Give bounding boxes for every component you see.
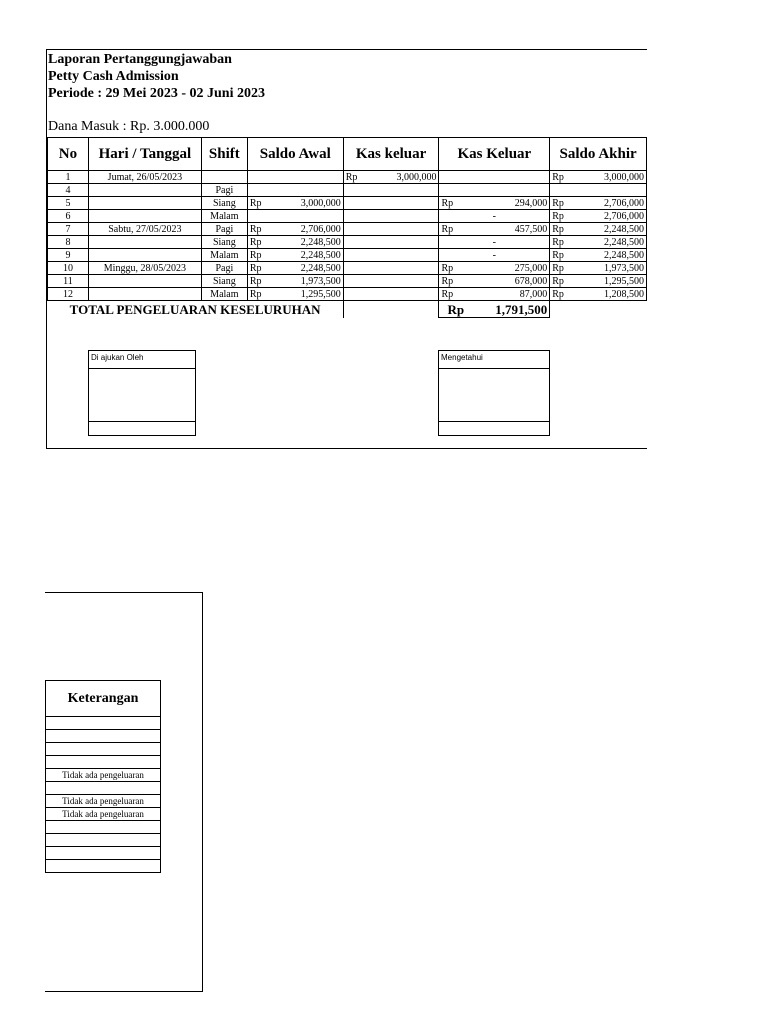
- keterangan-row: [46, 847, 161, 860]
- total-empty: [343, 301, 439, 318]
- row-saldo-awal-value: 3,000,000: [300, 197, 341, 209]
- row-no: 10: [48, 262, 89, 275]
- row-shift: Pagi: [201, 184, 247, 197]
- keterangan-row: [46, 769, 161, 782]
- row-saldo-awal-currency: Rp: [249, 288, 262, 300]
- report-subtitle: Petty Cash Admission: [48, 69, 179, 84]
- row-kas-in: [343, 236, 439, 249]
- keterangan-cell: [46, 821, 161, 834]
- row-saldo-akhir-value: 2,248,500: [604, 236, 644, 248]
- table-row: [48, 171, 647, 184]
- row-saldo-awal: [247, 236, 343, 249]
- table-row: [48, 249, 647, 262]
- row-date: Minggu, 28/05/2023: [88, 262, 201, 275]
- keterangan-row: [46, 717, 161, 730]
- row-saldo-akhir: [550, 171, 647, 184]
- row-kas-out-value: -: [492, 249, 496, 261]
- keterangan-row: [46, 756, 161, 769]
- row-saldo-awal: [247, 262, 343, 275]
- row-kas-out: [439, 223, 550, 236]
- acknowledged-by-signature-area[interactable]: [439, 369, 549, 422]
- row-saldo-akhir: [550, 249, 647, 262]
- col-header-saldo-akhir: Saldo Akhir: [550, 138, 647, 171]
- row-saldo-akhir-currency: Rp: [552, 171, 564, 183]
- row-kas-in: [343, 275, 439, 288]
- keterangan-row: [46, 730, 161, 743]
- col-header-kas-keluar-out: Kas Keluar: [439, 138, 550, 171]
- table-row: [48, 262, 647, 275]
- table-row: [48, 223, 647, 236]
- row-no: 1: [48, 171, 89, 184]
- keterangan-header: Keterangan: [46, 681, 161, 717]
- col-header-no: No: [48, 138, 89, 171]
- keterangan-cell: [46, 717, 161, 730]
- row-saldo-awal-currency: Rp: [249, 249, 262, 261]
- row-kas-out: [439, 288, 550, 301]
- row-saldo-akhir-currency: Rp: [552, 236, 564, 248]
- keterangan-cell: [46, 860, 161, 873]
- row-saldo-akhir-value: 2,706,000: [604, 197, 644, 209]
- row-saldo-awal-value: 2,706,000: [300, 223, 341, 235]
- row-kas-out: [439, 249, 550, 262]
- row-saldo-akhir-value: 3,000,000: [604, 171, 644, 183]
- row-kas-in-value: 3,000,000: [396, 171, 437, 183]
- row-shift: Malam: [201, 210, 247, 223]
- row-kas-out-currency: Rp: [441, 275, 454, 287]
- row-saldo-awal-currency: Rp: [249, 236, 262, 248]
- row-saldo-awal-value: 2,248,500: [300, 249, 341, 261]
- row-saldo-akhir-value: 1,208,500: [604, 288, 644, 300]
- table-row: [48, 236, 647, 249]
- row-kas-out-currency: Rp: [441, 197, 454, 209]
- keterangan-cell: Tidak ada pengeluaran: [46, 795, 161, 808]
- petty-cash-table: [47, 137, 647, 318]
- row-saldo-akhir-currency: Rp: [552, 249, 564, 261]
- row-saldo-awal: [247, 275, 343, 288]
- table-row: [48, 184, 647, 197]
- row-saldo-akhir-value: 2,706,000: [604, 210, 644, 222]
- row-kas-in: [343, 249, 439, 262]
- row-saldo-akhir: [550, 210, 647, 223]
- row-kas-out: [439, 171, 550, 184]
- table-row: [48, 275, 647, 288]
- table-row: [48, 210, 647, 223]
- keterangan-cell: [46, 730, 161, 743]
- row-date: [88, 197, 201, 210]
- report-page: [46, 49, 647, 449]
- row-no: 7: [48, 223, 89, 236]
- row-saldo-akhir: [550, 288, 647, 301]
- row-kas-out-currency: Rp: [441, 262, 454, 274]
- row-date: [88, 288, 201, 301]
- keterangan-row: [46, 782, 161, 795]
- col-header-kas-keluar-in: Kas keluar: [343, 138, 439, 171]
- keterangan-cell: [46, 782, 161, 795]
- report-title: Laporan Pertanggungjawaban: [48, 52, 232, 67]
- row-saldo-akhir-currency: Rp: [552, 288, 564, 300]
- table-header-row: [48, 138, 647, 171]
- row-date: Jumat, 26/05/2023: [88, 171, 201, 184]
- row-shift: Malam: [201, 249, 247, 262]
- row-no: 6: [48, 210, 89, 223]
- row-kas-out-value: -: [492, 210, 496, 222]
- total-currency: Rp: [447, 301, 465, 317]
- row-kas-in: [343, 210, 439, 223]
- row-saldo-akhir: [550, 236, 647, 249]
- row-saldo-awal: [247, 197, 343, 210]
- row-no: 5: [48, 197, 89, 210]
- row-saldo-akhir-currency: Rp: [552, 210, 564, 222]
- keterangan-cell: Tidak ada pengeluaran: [46, 769, 161, 782]
- keterangan-row: [46, 808, 161, 821]
- row-date: [88, 210, 201, 223]
- row-saldo-akhir-currency: Rp: [552, 275, 564, 287]
- row-kas-out: [439, 184, 550, 197]
- row-shift: Siang: [201, 236, 247, 249]
- row-saldo-awal-value: 1,295,500: [300, 288, 341, 300]
- row-saldo-akhir: [550, 223, 647, 236]
- row-saldo-akhir-currency: Rp: [552, 262, 564, 274]
- total-value: [439, 301, 550, 318]
- row-kas-in-currency: Rp: [345, 171, 358, 183]
- row-date: [88, 275, 201, 288]
- acknowledged-by-box: [438, 350, 550, 436]
- row-saldo-akhir-currency: Rp: [552, 223, 564, 235]
- proposed-by-signature-area[interactable]: [89, 369, 195, 422]
- row-date: [88, 249, 201, 262]
- row-kas-out-value: -: [492, 236, 496, 248]
- col-header-date: Hari / Tanggal: [88, 138, 201, 171]
- row-shift: Siang: [201, 275, 247, 288]
- acknowledged-by-label: Mengetahui: [439, 351, 549, 369]
- row-no: 4: [48, 184, 89, 197]
- row-kas-in: [343, 262, 439, 275]
- col-header-saldo-awal: Saldo Awal: [247, 138, 343, 171]
- keterangan-table: [45, 680, 161, 873]
- proposed-by-box: [88, 350, 196, 436]
- row-saldo-akhir-currency: Rp: [552, 197, 564, 209]
- table-row: [48, 288, 647, 301]
- row-shift: Pagi: [201, 223, 247, 236]
- keterangan-row: [46, 821, 161, 834]
- row-kas-out: [439, 275, 550, 288]
- row-no: 9: [48, 249, 89, 262]
- row-shift: Malam: [201, 288, 247, 301]
- row-saldo-akhir-value: 2,248,500: [604, 223, 644, 235]
- row-kas-out-value: 678,000: [514, 275, 548, 287]
- row-kas-out: [439, 236, 550, 249]
- row-kas-out-value: 457,500: [514, 223, 548, 235]
- row-date: [88, 236, 201, 249]
- row-saldo-awal: [247, 223, 343, 236]
- col-header-shift: Shift: [201, 138, 247, 171]
- row-shift: Pagi: [201, 262, 247, 275]
- row-kas-in: [343, 288, 439, 301]
- row-date: [88, 184, 201, 197]
- proposed-by-label: Di ajukan Oleh: [89, 351, 195, 369]
- row-saldo-awal-currency: Rp: [249, 197, 262, 209]
- row-kas-in: [343, 197, 439, 210]
- row-kas-out: [439, 210, 550, 223]
- row-kas-out-currency: Rp: [441, 288, 454, 300]
- row-no: 11: [48, 275, 89, 288]
- keterangan-row: [46, 743, 161, 756]
- keterangan-cell: [46, 743, 161, 756]
- row-kas-out-currency: Rp: [441, 223, 454, 235]
- total-amount: 1,791,500: [495, 301, 548, 317]
- row-saldo-akhir-value: 1,973,500: [604, 262, 644, 274]
- keterangan-row: [46, 795, 161, 808]
- row-saldo-awal-currency: Rp: [249, 262, 262, 274]
- keterangan-cell: [46, 756, 161, 769]
- keterangan-page: [45, 592, 203, 992]
- row-saldo-akhir-value: 2,248,500: [604, 249, 644, 261]
- row-saldo-awal-value: 2,248,500: [300, 262, 341, 274]
- report-period: Periode : 29 Mei 2023 - 02 Juni 2023: [48, 86, 265, 101]
- row-saldo-awal-value: 1,973,500: [300, 275, 341, 287]
- keterangan-cell: [46, 847, 161, 860]
- row-saldo-akhir-value: 1,295,500: [604, 275, 644, 287]
- row-kas-in: [343, 171, 439, 184]
- row-saldo-awal: [247, 288, 343, 301]
- keterangan-row: [46, 860, 161, 873]
- keterangan-cell: Tidak ada pengeluaran: [46, 808, 161, 821]
- row-saldo-awal: [247, 210, 343, 223]
- fund-in: Dana Masuk : Rp. 3.000.000: [48, 119, 210, 134]
- row-saldo-awal-currency: Rp: [249, 275, 262, 287]
- row-shift: [201, 171, 247, 184]
- row-no: 8: [48, 236, 89, 249]
- row-shift: Siang: [201, 197, 247, 210]
- row-kas-in: [343, 184, 439, 197]
- row-kas-out: [439, 262, 550, 275]
- table-row: [48, 197, 647, 210]
- row-date: Sabtu, 27/05/2023: [88, 223, 201, 236]
- row-saldo-akhir: [550, 275, 647, 288]
- row-saldo-awal: [247, 249, 343, 262]
- row-kas-out-value: 87,000: [519, 288, 548, 300]
- keterangan-cell: [46, 834, 161, 847]
- row-kas-out-value: 275,000: [514, 262, 548, 274]
- row-kas-out: [439, 197, 550, 210]
- row-saldo-akhir: [550, 262, 647, 275]
- row-saldo-awal: [247, 184, 343, 197]
- keterangan-row: [46, 834, 161, 847]
- total-row: [48, 301, 647, 318]
- row-saldo-akhir: [550, 184, 647, 197]
- row-saldo-awal-value: 2,248,500: [300, 236, 341, 248]
- row-kas-out-value: 294,000: [514, 197, 548, 209]
- row-kas-in: [343, 223, 439, 236]
- total-label: TOTAL PENGELUARAN KESELURUHAN: [48, 301, 344, 318]
- row-no: 12: [48, 288, 89, 301]
- row-saldo-awal-currency: Rp: [249, 223, 262, 235]
- row-saldo-awal: [247, 171, 343, 184]
- row-saldo-akhir: [550, 197, 647, 210]
